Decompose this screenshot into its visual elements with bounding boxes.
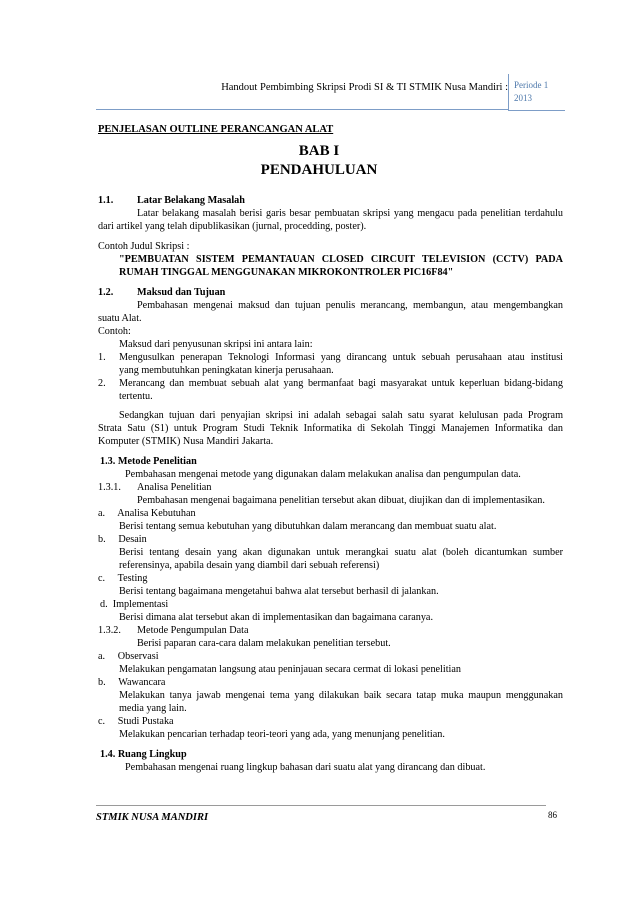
list-item-text: Berisi tentang semua kebutuhan yang dibutuhkan dalam merancang dan membuat suatu alat. bbox=[119, 521, 497, 532]
section-1-2-paragraph-line: Pembahasan mengenai maksud dan tujuan penulis merancang, membangun, atau mengembangkan bbox=[137, 300, 563, 311]
subsection-1-3-1-title: Analisa Penelitian bbox=[137, 482, 212, 493]
subsection-1-3-2-title: Metode Pengumpulan Data bbox=[137, 625, 249, 636]
example-title-label: Contoh Judul Skripsi : bbox=[98, 241, 190, 252]
section-1-1-paragraph-line: dari artikel yang telah dipublikasikan (jurnal, procedding, poster). bbox=[98, 221, 367, 232]
list-item-text: Melakukan pengamatan langsung atau peninjauan secara cermat di lokasi penelitian bbox=[119, 664, 461, 675]
header-period-year: 2013 bbox=[514, 93, 532, 103]
list-item-label: c. Testing bbox=[98, 573, 148, 584]
section-1-2-paragraph-line: suatu Alat. bbox=[98, 313, 142, 324]
example-title-line: "PEMBUATAN SISTEM PEMANTAUAN CLOSED CIRCUIT TELEVISION (CCTV) PADA bbox=[119, 254, 563, 265]
header-title: Handout Pembimbing Skripsi Prodi SI & TI STMIK Nusa Mandiri : bbox=[221, 82, 508, 93]
page-number: 86 bbox=[548, 810, 557, 820]
list-item-text: Mengusulkan penerapan Teknologi Informasi yang dirancang untuk sebuah perusahaan atau institusi bbox=[119, 352, 563, 363]
list-item-label: c. Studi Pustaka bbox=[98, 716, 174, 727]
section-1-3-intro: Pembahasan mengenai metode yang digunakan dalam melakukan analisa dan pengumpulan data. bbox=[125, 469, 521, 480]
section-1-3-title: 1.3. Metode Penelitian bbox=[100, 456, 197, 467]
list-item-text: Merancang dan membuat sebuah alat yang bermanfaat bagi masyarakat untuk keperluan bidang-bidang bbox=[119, 378, 563, 389]
list-item-number: 1. bbox=[98, 352, 106, 363]
list-item-label: d. Implementasi bbox=[100, 599, 169, 610]
list-item-text: referensinya, apabila desain yang diambil dari sebuah referensi) bbox=[119, 560, 380, 571]
header-rule bbox=[96, 109, 509, 110]
list-item-number: 2. bbox=[98, 378, 106, 389]
section-1-1-paragraph-line: Latar belakang masalah berisi garis besar pembuatan skripsi yang mengacu pada penelitian terdahulu bbox=[137, 208, 563, 219]
list-item-text: Melakukan pencarian terhadap teori-teori yang ada, yang menunjang penelitian. bbox=[119, 729, 445, 740]
tujuan-paragraph-line: Sedangkan tujuan dari penyajian skripsi ini adalah sebagai salah satu syarat kelulusan pada Program bbox=[119, 410, 563, 421]
document-subtitle: PENJELASAN OUTLINE PERANCANGAN ALAT bbox=[98, 124, 334, 135]
list-item-text: media yang lain. bbox=[119, 703, 187, 714]
list-item-label: a. Observasi bbox=[98, 651, 159, 662]
header-period bbox=[514, 79, 548, 105]
section-1-2-title: Maksud dan Tujuan bbox=[137, 287, 226, 298]
subsection-1-3-2-desc: Berisi paparan cara-cara dalam melakukan penelitian tersebut. bbox=[137, 638, 391, 649]
list-item-text: Melakukan tanya jawab mengenai tema yang dilakukan baik secara tatap muka maupun menggunakan bbox=[119, 690, 563, 701]
list-item-text: tertentu. bbox=[119, 391, 153, 402]
section-1-4-title: 1.4. Ruang Lingkup bbox=[100, 749, 187, 760]
list-item-text: Berisi tentang desain yang akan digunakan untuk merangkai suatu alat (boleh dicantumkan sumber bbox=[119, 547, 563, 558]
section-1-4-desc: Pembahasan mengenai ruang lingkup bahasan dari suatu alat yang dirancang dan dibuat. bbox=[125, 762, 486, 773]
subsection-1-3-2-number: 1.3.2. bbox=[98, 625, 121, 636]
list-item-text: Berisi tentang bagaimana mengetahui bahwa alat tersebut berhasil di jalankan. bbox=[119, 586, 439, 597]
chapter-number: BAB I bbox=[298, 143, 340, 159]
maksud-intro: Maksud dari penyusunan skripsi ini antara lain: bbox=[119, 339, 313, 350]
list-item-label: b. Desain bbox=[98, 534, 147, 545]
header-period-label: Periode 1 bbox=[514, 80, 549, 90]
tujuan-paragraph-line: Strata Satu (S1) untuk Program Studi Teknik Informatika di Sekolah Tinggi Manajemen Informatika dan bbox=[98, 423, 563, 434]
list-item-text: yang membutuhkan peningkatan kinerja perusahaan. bbox=[119, 365, 334, 376]
section-1-1-number: 1.1. bbox=[98, 195, 114, 206]
section-1-1-title: Latar Belakang Masalah bbox=[137, 195, 245, 206]
tujuan-paragraph-line: Komputer (STMIK) Nusa Mandiri Jakarta. bbox=[98, 436, 274, 447]
list-item-label: a. Analisa Kebutuhan bbox=[98, 508, 196, 519]
subsection-1-3-1-number: 1.3.1. bbox=[98, 482, 121, 493]
subsection-1-3-1-desc: Pembahasan mengenai bagaimana penelitian tersebut akan dibuat, diujikan dan di implementasikan. bbox=[137, 495, 545, 506]
footer-institution: STMIK NUSA MANDIRI bbox=[96, 812, 209, 823]
list-item-text: Berisi dimana alat tersebut akan di implementasikan dan bagaimana caranya. bbox=[119, 612, 433, 623]
contoh-label: Contoh: bbox=[98, 326, 131, 337]
footer-rule bbox=[96, 805, 546, 806]
chapter-name: PENDAHULUAN bbox=[260, 162, 378, 178]
example-title-line: RUMAH TINGGAL MENGGUNAKAN MIKROKONTROLER PIC16F84" bbox=[119, 267, 454, 278]
list-item-label: b. Wawancara bbox=[98, 677, 166, 688]
section-1-2-number: 1.2. bbox=[98, 287, 114, 298]
